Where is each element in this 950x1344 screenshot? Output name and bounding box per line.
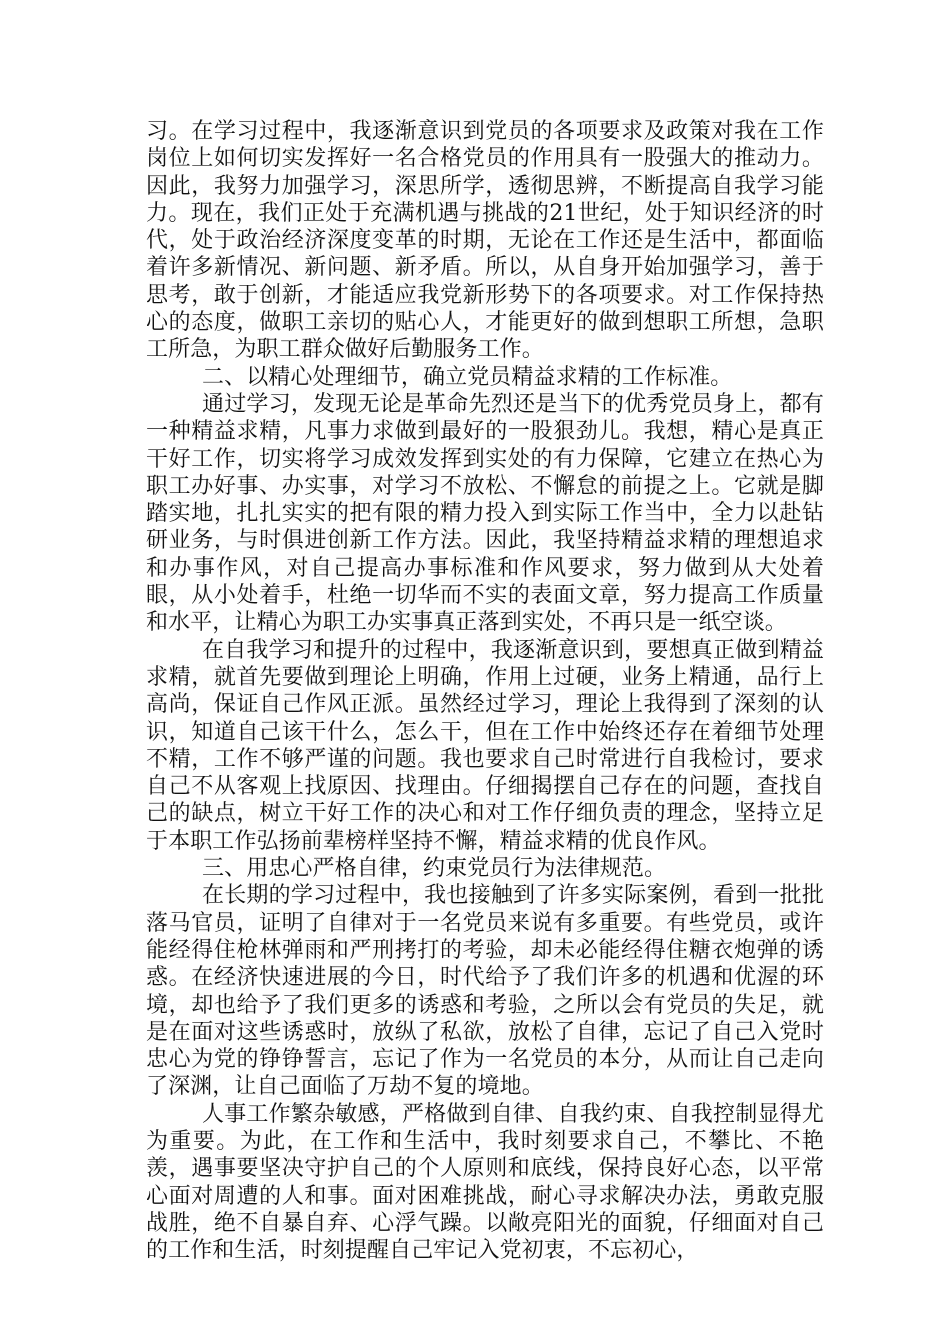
section-heading-three: 三、用忠心严格自律，约束党员行为法律规范。 bbox=[202, 856, 667, 882]
paragraph-self-improvement: 在自我学习和提升的过程中，我逐渐意识到，要想真正做到精益求精，就首先要做到理论上明确，作用上过硬，业务上精通，品行上高尚，保证自己作风正派。虽然经过学习，理论上我得到了深刻的认识，知道自己该干什么，怎么干，但在工作中始终还存在着细节处理不精，工作不够严谨的问题。我也要求自己时常进行自我检讨，要求自己不从客观上找原因、找理由。仔细揭摆自己存在的问题，查找自己的缺点，树立干好工作的决心和对工作仔细负责的理念，坚持立足于本职工作弘扬前辈榜样坚持不懈，精益求精的优良作风。 bbox=[146, 637, 824, 854]
paragraph-meticulous: 通过学习，发现无论是革命先烈还是当下的优秀党员身上，都有一种精益求精，凡事力求做到最好的一股狠劲儿。我想，精心是真正干好工作，切实将学习成效发挥到实处的有力保障，它建立在热心为职工办好事、办实事，对学习不放松、不懈怠的前提之上。它就是脚踏实地，扎扎实实的把有限的精力投入到实际工作当中，全力以赴钻研业务，与时俱进创新工作方法。因此，我坚持精益求精的理想追求和办事作风，对自己提高办事标准和作风要求，努力做到从大处着眼，从小处着手，杜绝一切华而不实的表面文章，努力提高工作质量和水平，让精心为职工办实事真正落到实处，不再只是一纸空谈。 bbox=[146, 391, 824, 636]
section-heading-two: 二、以精心处理细节，确立党员精益求精的工作标准。 bbox=[202, 364, 733, 390]
paragraph-personnel-work: 人事工作繁杂敏感，严格做到自律、自我约束、自我控制显得尤为重要。为此，在工作和生活中，我时刻要求自己，不攀比、不艳羡，遇事要坚决守护自己的个人原则和底线，保持良好心态，以平常心面对周遭的人和事。面对困难挑战，耐心寻求解决办法，勇敢克服战胜，绝不自暴自弃、心浮气躁。以敞亮阳光的面貌，仔细面对自己的工作和生活，时刻提醒自己牢记入党初衷，不忘初心， bbox=[146, 1101, 824, 1264]
paragraph-self-discipline-cases: 在长期的学习过程中，我也接触到了许多实际案例，看到一批批落马官员，证明了自律对于一名党员来说有多重要。有些党员，或许能经得住枪林弹雨和严刑拷打的考验，却未必能经得住糖衣炮弹的诱惑。在经济快速进展的今日，时代给予了我们许多的机遇和优渥的环境，却也给予了我们更多的诱惑和考验，之所以会有党员的失足，就是在面对这些诱惑时，放纵了私欲，放松了自律，忘记了自己入党时忠心为党的铮铮誓言，忘记了作为一名党员的本分，从而让自己走向了深渊，让自己面临了万劫不复的境地。 bbox=[146, 883, 824, 1100]
paragraph-study-ability: 习。在学习过程中，我逐渐意识到党员的各项要求及政策对我在工作岗位上如何切实发挥好一名合格党员的作用具有一股强大的推动力。因此，我努力加强学习，深思所学，透彻思辨，不断提高自我学习能力。现在，我们正处于充满机遇与挑战的21世纪，处于知识经济的时代，处于政治经济深度变革的时期，无论在工作还是生活中，都面临着许多新情况、新问题、新矛盾。所以，从自身开始加强学习，善于思考，敢于创新，才能适应我党新形势下的各项要求。对工作保持热心的态度，做职工亲切的贴心人，才能更好的做到想职工所想，急职工所急，为职工群众做好后勤服务工作。 bbox=[146, 119, 824, 363]
document-body bbox=[146, 118, 824, 1264]
